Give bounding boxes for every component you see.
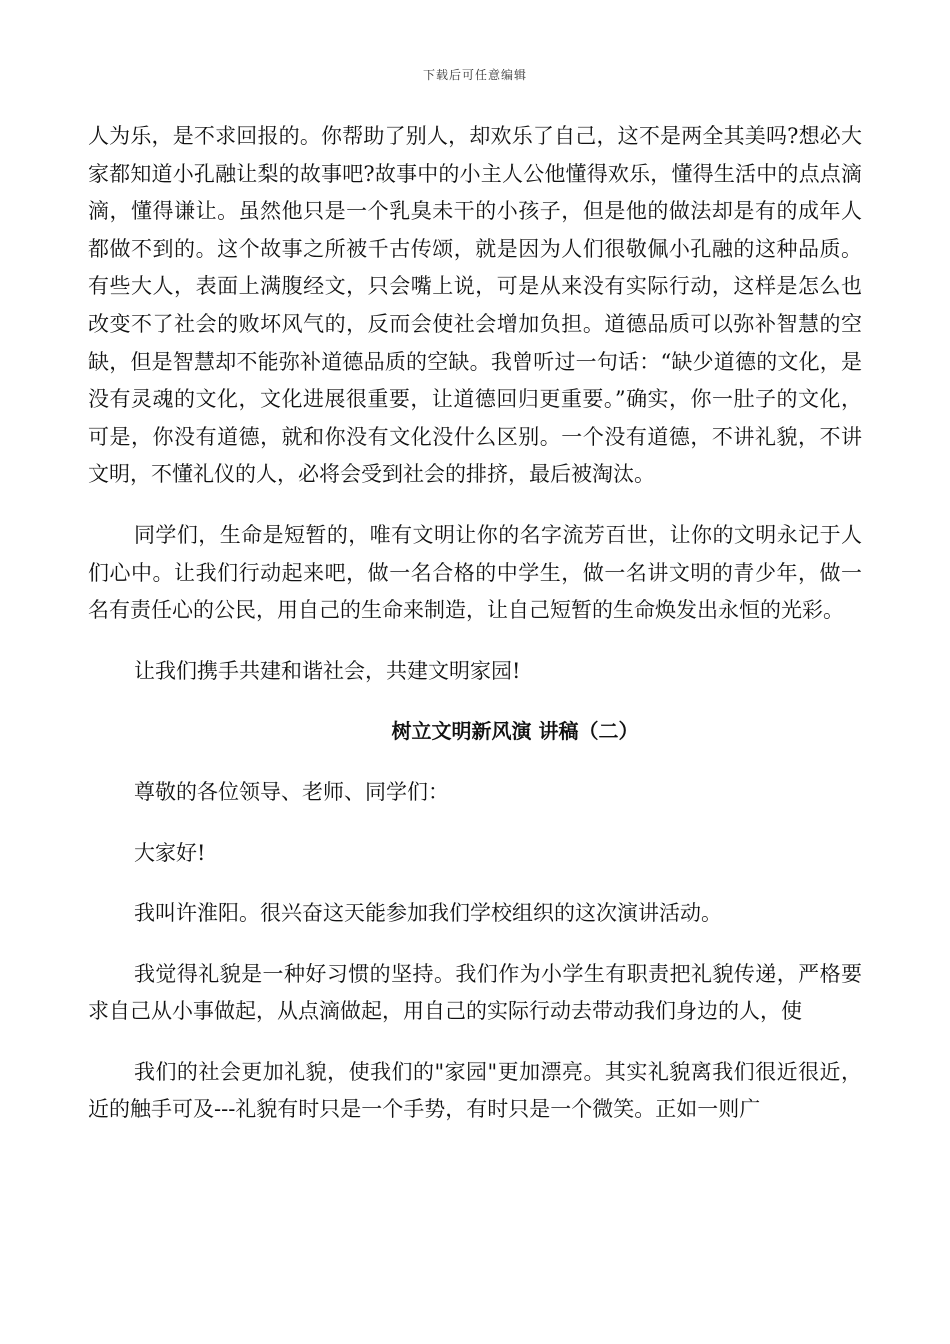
document-body — [88, 118, 862, 1152]
paragraph-salutation: 尊敬的各位领导、老师、同学们： — [134, 779, 449, 804]
paragraph-body: 我觉得礼貌是一种好习惯的坚持。我们作为小学生有职责把礼貌传递，严格要求自己从小事做起，从点滴做起，用自己的实际行动去带动我们身边的人，使 — [88, 961, 862, 1024]
paragraph-introduction: 我叫许淮阳。很兴奋这天能参加我们学校组织的这次演讲活动。 — [134, 901, 722, 926]
paragraph-greeting: 大家好! — [134, 840, 206, 865]
paragraph-slogan: 让我们携手共建和谐社会，共建文明家园! — [134, 658, 521, 683]
paragraph-body-continued: 我们的社会更加礼貌，使我们的"家园"更加漂亮。其实礼貌离我们很近很近，近的触手可及---礼貌有时只是一个手势，有时只是一个微笑。正如一则广 — [88, 1059, 862, 1122]
paragraph-closing: 同学们，生命是短暂的，唯有文明让你的名字流芳百世，让你的文明永记于人们心中。让我们行动起来吧，做一名合格的中学生，做一名讲文明的青少年，做一名有责任心的公民，用自己的生命来制造，让自己短暂的生命焕发出永恒的光彩。 — [88, 522, 862, 623]
page-header: 下载后可任意编辑 — [422, 68, 527, 82]
paragraph-continuation: 人为乐，是不求回报的。你帮助了别人，却欢乐了自己，这不是两全其美吗?想必大家都知道小孔融让梨的故事吧?故事中的小主人公他懂得欢乐，懂得生活中的点点滴滴，懂得谦让。虽然他只是一个乳臭未干的小孩子，但是他的做法却是有的成年人都做不到的。这个故事之所被千古传颂，就是因为人们很敬佩小孔融的这种品质。有些大人，表面上满腹经文，只会嘴上说，可是从来没有实际行动，这样是怎么也改变不了社会的败坏风气的，反而会使社会增加负担。道德品质可以弥补智慧的空缺，但是智慧却不能弥补道德品质的空缺。我曾听过一句话：“缺少道德的文化，是没有灵魂的文化，文化进展很重要，让道德回归更重要。”确实，你一肚子的文化，可是，你没有道德，就和你没有文化没什么区别。一个没有道德，不讲礼貌，不讲文明，不懂礼仪的人，必将会受到社会的排挤，最后被淘汰。 — [88, 124, 862, 487]
section-title: 树立文明新风演 讲稿（二） — [391, 719, 639, 744]
